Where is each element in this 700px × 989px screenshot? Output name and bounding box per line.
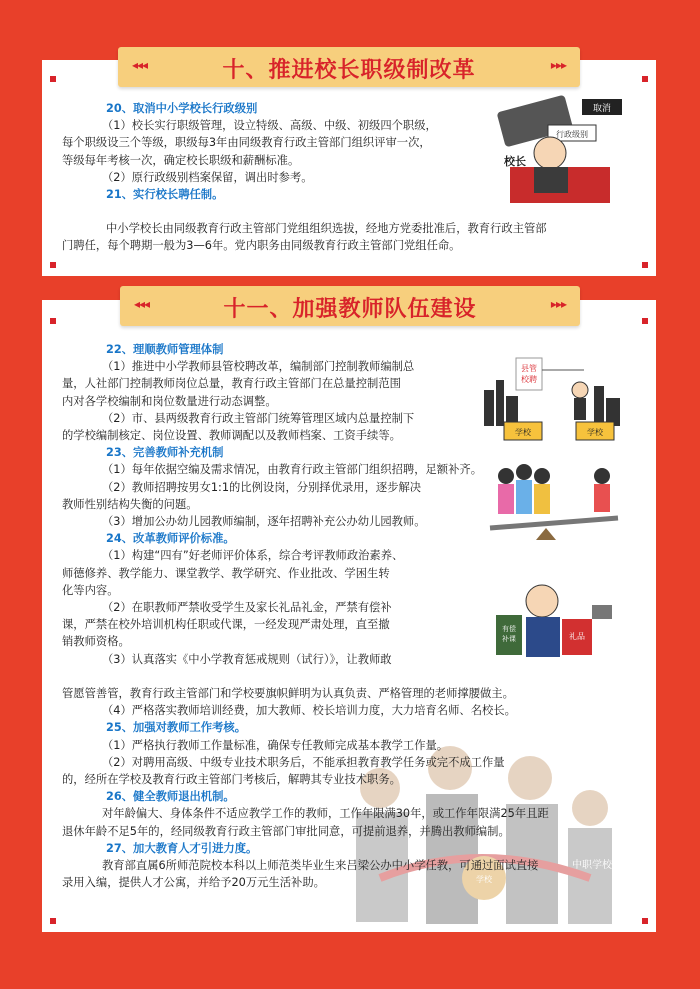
paragraph: 量，人社部门控制教师岗位总量，教育行政主管部门在总量控制范围	[62, 377, 401, 391]
heading-27: 27、加大教育人才引进力度。	[106, 841, 258, 855]
gender-balance-illustration	[484, 458, 624, 550]
school-label: 学校	[515, 428, 531, 437]
section-11-title: 十一、加强教师队伍建设	[223, 297, 477, 322]
corner-mark	[50, 318, 56, 324]
arrows-left: ◂◂◂	[134, 297, 150, 311]
section-10-banner	[118, 47, 580, 87]
paragraph: （1）严格执行教师工作量标准，确保专任教师完成基本教学工作量。	[102, 738, 449, 752]
cancel-label: 取消	[592, 104, 612, 114]
paragraph: 中小学校长由同级教育行政主管部门党组组织选拔，经地方党委批准后，教育行政主管部	[106, 222, 547, 235]
heading-21: 21、实行校长聘任制。	[106, 188, 224, 202]
paragraph: 课，严禁在校外培训机构任职或代课，一经发现严肃处理，直至撤	[62, 618, 390, 632]
corner-mark	[642, 318, 648, 324]
paragraph: 师德修养、教学能力、课堂教学、教学研究、作业批改、学困生转	[62, 566, 390, 580]
heading-26: 26、健全教师退出机制。	[106, 790, 235, 804]
school-label: 学校	[587, 428, 603, 437]
paragraph: 化等内容。	[62, 583, 119, 597]
section-10-title: 十、推进校长职级制改革	[222, 58, 476, 83]
paragraph: 内对各学校编制和岗位数量进行动态调整。	[62, 394, 277, 408]
paragraph: （2）在职教师严禁收受学生及家长礼品礼金，严禁有偿补	[102, 601, 392, 615]
corner-mark	[642, 918, 648, 924]
section-10-text-wide	[62, 220, 622, 254]
section-11-banner	[120, 286, 580, 326]
paragraph: 销教师资格。	[62, 635, 130, 649]
paragraph: （2）市、县两级教育行政主管部门统筹管理区域内总量控制下	[102, 411, 415, 425]
heading-23: 23、完善教师补充机制	[106, 446, 224, 460]
teacher-conduct-illustration	[478, 575, 622, 667]
paragraph: 退休年龄不足5年的，经同级教育行政主管部门审批同意，可提前退养，并腾出教师编制。	[62, 824, 510, 838]
corner-mark	[50, 918, 56, 924]
paragraph: 的，经所在学校及教育行政主管部门考核后，解聘其专业技术职务。	[62, 773, 401, 787]
corner-mark	[50, 76, 56, 82]
level-label: 行政级别	[556, 130, 588, 139]
school-label: 学校	[476, 875, 492, 884]
paragraph: 对年龄偏大、身体条件不适应教学工作的教师，工作年限满30年，或工作年限满25年且距	[102, 807, 549, 821]
principal-illustration	[490, 95, 632, 205]
paragraph: 教师性别结构失衡的问题。	[62, 497, 198, 511]
paragraph: 每个职级设三个等级，职级每3年由同级教育行政主管部门组织评审一次，	[62, 136, 431, 150]
paragraph: （2）原行政级别档案保留，调出时参考。	[102, 170, 313, 184]
svg-text:县管: 县管	[521, 364, 537, 373]
paragraph: 教育部直属6所师范院校本科以上师范类毕业生来吕梁公办中小学任教，可通过面试直接	[102, 859, 539, 873]
paragraph: 录用入编，提供人才公寓，并给予20万元生活补助。	[62, 876, 325, 890]
section-10-text	[62, 100, 502, 203]
paragraph: 门聘任，每个聘期一般为3—6年。党内职务由同级教育行政主管部门党组任命。	[62, 239, 461, 253]
paragraph: （4）严格落实教师培训经费，加大教师、校长培训力度，大力培育名师、名校长。	[102, 704, 516, 718]
paragraph: 的学校编制核定、岗位设置、教师调配以及教师档案、工资手续等。	[62, 429, 401, 443]
paragraph: （1）校长实行职级管理，设立特级、高级、中级、初级四个职级，	[102, 119, 437, 133]
svg-text:补课: 补课	[502, 635, 516, 643]
paragraph: （3）认真落实《中小学教育惩戒规则（试行）》，让教师敢	[102, 652, 392, 666]
corner-mark	[642, 262, 648, 268]
paragraph: 管愿管善管，教育行政主管部门和学校要旗帜鲜明为认真负责、严格管理的老师撑腰做主。	[62, 687, 514, 700]
principal-label: 校长	[504, 155, 526, 168]
corner-mark	[50, 262, 56, 268]
paragraph: 等级每年考核一次，确定校长职级和薪酬标准。	[62, 153, 300, 167]
paragraph: （1）构建“四有”好老师评价体系，综合考评教师政治素养、	[102, 549, 404, 563]
paragraph: （2）对聘用高级、中级专业技术职务后，不能承担教育教学任务或完不成工作量	[102, 755, 505, 769]
paragraph: （1）每年依据空编及需求情况，由教育行政主管部门组织招聘，足额补齐。	[102, 463, 482, 477]
heading-20: 20、取消中小学校长行政级别	[106, 102, 258, 115]
corner-mark	[642, 76, 648, 82]
paragraph: （1）推进中小学教师县管校聘改革，编制部门控制教师编制总	[102, 360, 415, 374]
paragraph: （3）增加公办幼儿园教师编制，逐年招聘补充公办幼儿园教师。	[102, 515, 426, 529]
county-management-illustration	[484, 350, 624, 446]
paragraph: （2）教师招聘按男女1:1的比例设岗，分别择优录用，逐步解决	[102, 480, 422, 494]
vocational-school-label: 中职学校	[572, 860, 612, 871]
heading-24: 24、改革教师评价标准。	[106, 532, 235, 546]
arrows-left: ◂◂◂	[132, 58, 148, 72]
svg-text:校聘: 校聘	[521, 375, 537, 384]
svg-text:有偿: 有偿	[502, 625, 516, 633]
arrows-right: ▸▸▸	[550, 297, 566, 311]
section-11-text-a	[62, 341, 484, 668]
gift-label: 礼品	[569, 632, 585, 641]
arrows-right: ▸▸▸	[550, 58, 566, 72]
section-11-text-b	[62, 685, 622, 891]
heading-22: 22、理顺教师管理体制	[106, 343, 224, 356]
heading-25: 25、加强对教师工作考核。	[106, 721, 246, 735]
